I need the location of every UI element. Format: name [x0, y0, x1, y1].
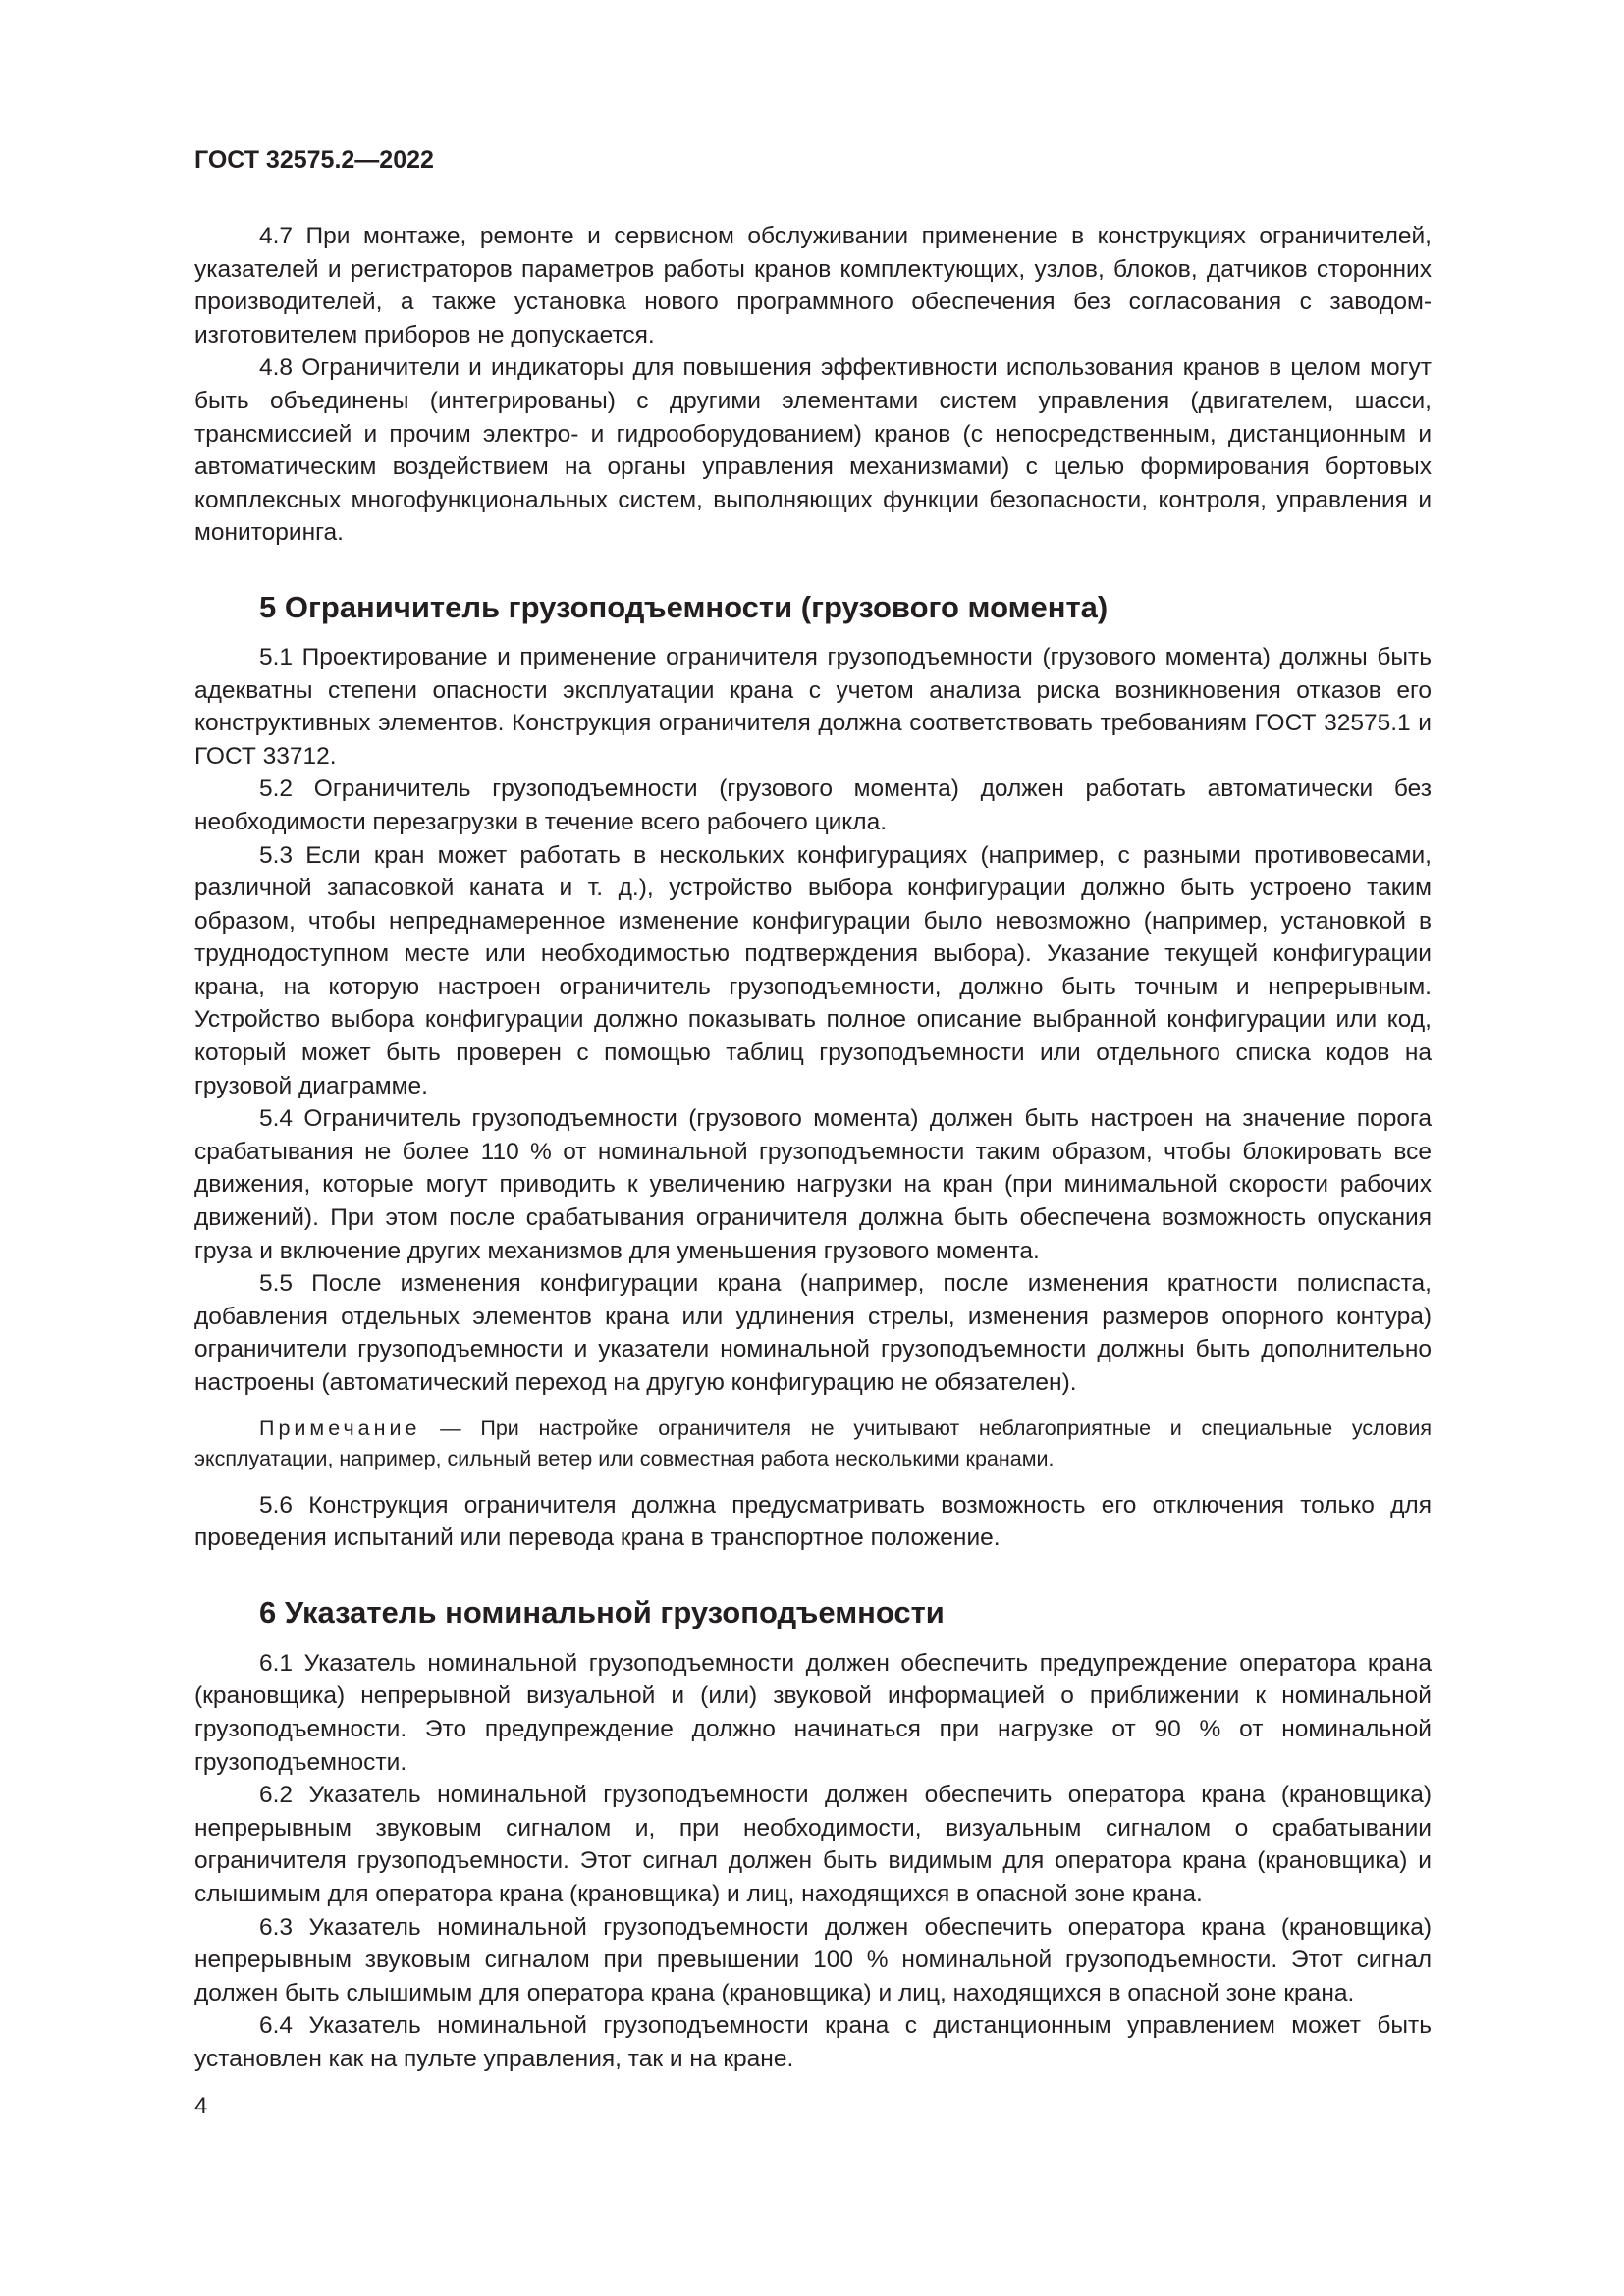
- note: [194, 1414, 1432, 1474]
- section-5-heading: 5 Ограничитель грузоподъемности (грузового момента): [259, 589, 1109, 624]
- paragraph-5-2: 5.2 Ограничитель грузоподъемности (грузового момента) должен работать автоматически без необходимости перезагрузки в течение всего рабочего цикла.: [194, 775, 1432, 835]
- page-content: [194, 220, 1432, 2076]
- note-label: Примечание: [259, 1415, 421, 1440]
- paragraph-5-6: 5.6 Конструкция ограничителя должна предусматривать возможность его отключения только для проведения испытаний или перевода крана в транспортное положение.: [194, 1491, 1432, 1552]
- paragraph-4-8: 4.8 Ограничители и индикаторы для повышения эффективности использования кранов в целом могут быть объединены (интегрированы) с другими элементами систем управления (двигателем, шасси, трансмиссией и прочим электро- и гидрооборудованием) кранов (с непосредственным, дистанционным и автоматическим воздействием на органы управления механизмами) с целью формирования бортовых комплексных многофункциональных систем, выполняющих функции безопасности, контроля, управления и мониторинга.: [194, 354, 1432, 547]
- paragraph-5-1: 5.1 Проектирование и применение ограничителя грузоподъемности (грузового момента) должны быть адекватны степени опасности эксплуатации крана с учетом анализа риска возникновения отказов его конструктивных элементов. Конструкция ограничителя должна соответствовать требованиям ГОСТ 32575.1 и ГОСТ 33712.: [194, 643, 1432, 770]
- paragraph-5-4: 5.4 Ограничитель грузоподъемности (грузового момента) должен быть настроен на значение порога срабатывания не более 110 % от номинальной грузоподъемности таким образом, чтобы блокировать все движения, которые могут приводить к увеличению нагрузки на кран (при минимальной скорости рабочих движений). При этом после срабатывания ограничителя должна быть обеспечена возможность опускания груза и включение других механизмов для уменьшения грузового момента.: [194, 1105, 1432, 1264]
- section-6-heading: 6 Указатель номинальной грузоподъемности: [259, 1594, 945, 1629]
- paragraph-6-4: 6.4 Указатель номинальной грузоподъемности крана с дистанционным управлением может быть установлен как на пульте управления, так и на кране.: [194, 2012, 1432, 2072]
- paragraph-6-2: 6.2 Указатель номинальной грузоподъемности должен обеспечить оператора крана (крановщика) непрерывным звуковым сигналом и, при необходимости, визуальным сигналом о срабатывании ограничителя грузоподъемности. Этот сигнал должен быть видимым для оператора крана (крановщика) и слышимым для оператора крана (крановщика) и лиц, находящихся в опасной зоне крана.: [194, 1782, 1432, 1907]
- paragraph-4-7: 4.7 При монтаже, ремонте и сервисном обслуживании применение в конструкциях ограничителей, указателей и регистраторов параметров работы кранов комплектующих, узлов, блоков, датчиков сторонних производителей, а также установка нового программного обеспечения без согласования с заводом-изготовителем приборов не допускается.: [194, 223, 1432, 348]
- paragraph-6-3: 6.3 Указатель номинальной грузоподъемности должен обеспечить оператора крана (крановщика) непрерывным звуковым сигналом при превышении 100 % номинальной грузоподъемности. Этот сигнал должен быть слышимым для оператора крана (крановщика) и лиц, находящихся в опасной зоне крана.: [194, 1913, 1432, 2006]
- paragraph-5-3: 5.3 Если кран может работать в нескольких конфигурациях (например, с разными противовесами, различной запасовкой каната и т. д.), устройство выбора конфигурации должно быть устроено таким образом, чтобы непреднамеренное изменение конфигурации было невозможно (например, установкой в труднодоступном месте или необходимостью подтверждения выбора). Указание текущей конфигурации крана, на которую настроен ограничитель грузоподъемности, должно быть точным и непрерывным. Устройство выбора конфигурации должно показывать полное описание выбранной конфигурации или код, который может быть проверен с помощью таблиц грузоподъемности или отдельного списка кодов на грузовой диаграмме.: [194, 841, 1432, 1099]
- page-number: 4: [194, 2093, 208, 2119]
- paragraph-6-1: 6.1 Указатель номинальной грузоподъемности должен обеспечить предупреждение оператора крана (крановщика) непрерывной визуальной и (или) звуковой информацией о приближении к номинальной грузоподъемности. Это предупреждение должно начинаться при нагрузке от 90 % от номинальной грузоподъемности.: [194, 1649, 1432, 1776]
- standard-header: ГОСТ 32575.2—2022: [194, 146, 434, 174]
- note-text: — При настройке ограничителя не учитывают неблагоприятные и специальные условия эксплуатации, например, сильный ветер или совместная работа несколькими кранами.: [194, 1415, 1432, 1470]
- paragraph-5-5: 5.5 После изменения конфигурации крана (например, после изменения кратности полиспаста, добавления отдельных элементов крана или удлинения стрелы, изменения размеров опорного контура) ограничители грузоподъемности и указатели номинальной грузоподъемности должны быть дополнительно настроены (автоматический переход на другую конфигурацию не обязателен).: [194, 1270, 1432, 1396]
